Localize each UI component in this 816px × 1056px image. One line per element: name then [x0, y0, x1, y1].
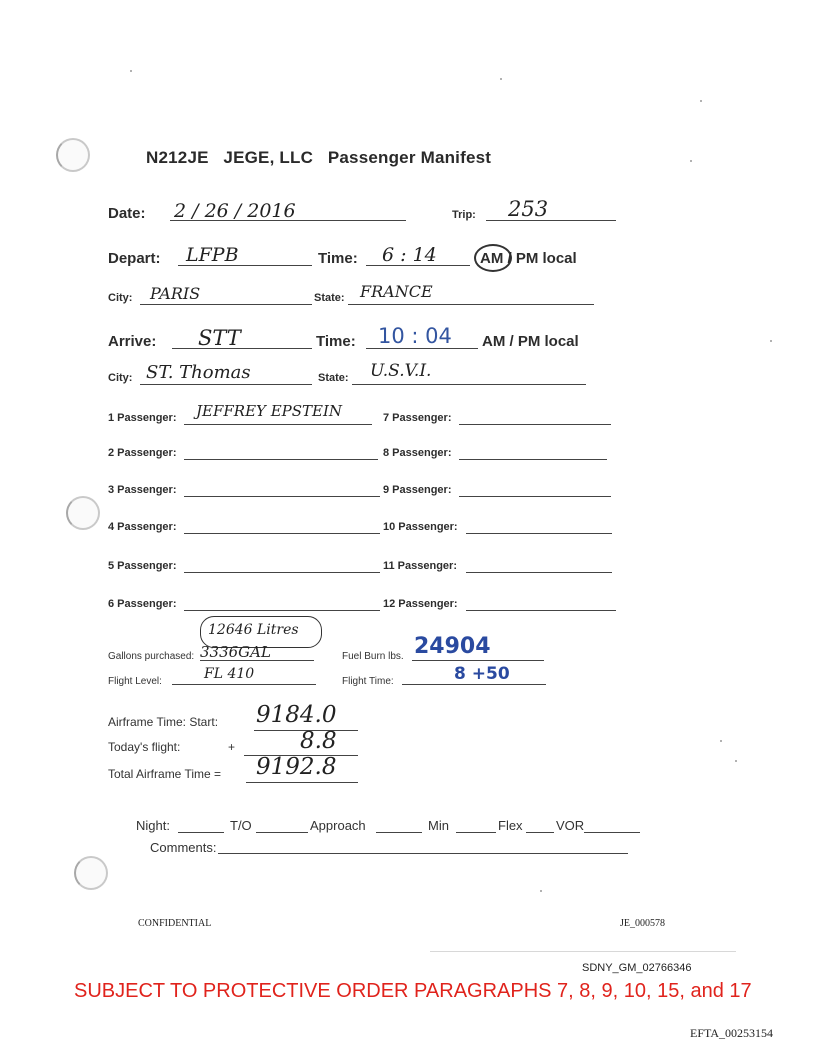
total-label: Total Airframe Time = — [108, 767, 222, 781]
scan-speck — [770, 340, 772, 342]
passenger-9-line — [459, 496, 611, 497]
arrive-state-value: U.S.V.I. — [370, 361, 432, 381]
scan-speck — [690, 160, 692, 162]
min-label: Min — [428, 818, 449, 833]
flight-time-line — [402, 684, 546, 685]
airframe-start-value: 9184.0 — [256, 702, 337, 728]
liters-note: 12646 Litres — [208, 622, 299, 638]
efta-number: EFTA_00253154 — [690, 1026, 774, 1040]
passenger-3-label: 3 Passenger: — [108, 484, 177, 496]
arrive-line — [172, 348, 312, 349]
date-label: Date: — [108, 205, 146, 222]
passenger-10-line — [466, 533, 612, 534]
vor-label: VOR — [556, 818, 585, 833]
total-line — [246, 782, 358, 783]
passenger-1-line — [184, 424, 372, 425]
manifest-header — [146, 148, 491, 168]
night-line — [178, 832, 224, 833]
passenger-2-label: 2 Passenger: — [108, 447, 177, 459]
arrive-value: STT — [198, 326, 241, 350]
comments-label: Comments: — [150, 840, 217, 855]
level-value: FL 410 — [204, 666, 255, 682]
arrive-time-label: Time: — [316, 333, 356, 350]
scan-speck — [500, 78, 502, 80]
today-value: 8.8 — [300, 728, 337, 754]
bates-je: JE_000578 — [620, 918, 665, 929]
comments-line — [218, 853, 628, 854]
passenger-6-label: 6 Passenger: — [108, 598, 177, 610]
depart-city-value: PARIS — [150, 284, 201, 303]
passenger-2-line — [184, 459, 378, 460]
passenger-8-label: 8 Passenger: — [383, 447, 452, 459]
level-line — [172, 684, 316, 685]
flight-time-value: 8 +50 — [454, 664, 510, 684]
approach-line — [376, 832, 422, 833]
punch-hole-bottom — [74, 856, 108, 890]
min-line — [456, 832, 496, 833]
passenger-5-line — [184, 572, 380, 573]
arrive-state-line — [352, 384, 586, 385]
arrive-label: Arrive: — [108, 333, 157, 350]
vor-line — [584, 832, 640, 833]
passenger-9-label: 9 Passenger: — [383, 484, 452, 496]
passenger-11-line — [466, 572, 612, 573]
level-label: Flight Level: — [108, 676, 162, 687]
arrive-city-value: ST. Thomas — [146, 362, 251, 383]
depart-state-line — [348, 304, 594, 305]
flex-line — [526, 832, 554, 833]
arrive-time-line — [366, 348, 478, 349]
flex-label: Flex — [498, 818, 523, 833]
trip-value: 253 — [508, 197, 549, 221]
depart-state-label: State: — [314, 292, 345, 304]
punch-hole-top — [56, 138, 90, 172]
flight-time-label: Flight Time: — [342, 676, 394, 687]
protective-order-notice: SUBJECT TO PROTECTIVE ORDER PARAGRAPHS 7, 8, 9, 10, 15, and 17 — [74, 980, 752, 1002]
arrive-state-label: State: — [318, 372, 349, 384]
depart-value: LFPB — [186, 244, 239, 266]
depart-label: Depart: — [108, 250, 161, 267]
punch-hole-middle — [66, 496, 100, 530]
arrive-time-value: 10 : 04 — [378, 324, 452, 348]
depart-city-label: City: — [108, 292, 133, 304]
airframe-start-label: Airframe Time: Start: — [108, 715, 219, 729]
arrive-city-label: City: — [108, 372, 133, 384]
today-plus: + — [228, 740, 236, 754]
approach-label: Approach — [310, 818, 366, 833]
confidential-label: CONFIDENTIAL — [138, 918, 212, 929]
depart-city-line — [140, 304, 312, 305]
burn-value: 24904 — [414, 634, 491, 659]
passenger-1-label: 1 Passenger: — [108, 412, 177, 424]
gallons-label: Gallons purchased: — [108, 651, 195, 662]
arrive-city-line — [140, 384, 312, 385]
passenger-4-label: 4 Passenger: — [108, 521, 177, 533]
arrive-ampm: AM / PM local — [482, 333, 579, 350]
depart-time-value: 6 : 14 — [382, 244, 437, 266]
to-label: T/O — [230, 818, 252, 833]
page-edge-line — [430, 951, 736, 952]
total-value: 9192.8 — [256, 754, 337, 780]
scan-speck — [700, 100, 702, 102]
passenger-6-line — [184, 610, 380, 611]
passenger-8-line — [459, 459, 607, 460]
company-name: JEGE, LLC — [223, 148, 314, 167]
burn-label: Fuel Burn lbs. — [342, 651, 404, 662]
gallons-value: 3336GAL — [200, 643, 271, 661]
scan-speck — [735, 760, 737, 762]
tail-number: N212JE — [146, 148, 209, 167]
passenger-11-label: 11 Passenger: — [383, 560, 457, 572]
passenger-12-line — [466, 610, 616, 611]
date-value: 2 / 26 / 2016 — [174, 200, 296, 222]
passenger-5-label: 5 Passenger: — [108, 560, 177, 572]
passenger-4-line — [184, 533, 380, 534]
trip-label: Trip: — [452, 209, 476, 221]
passenger-3-line — [184, 496, 380, 497]
depart-time-label: Time: — [318, 250, 358, 267]
scan-speck — [540, 890, 542, 892]
passenger-12-label: 12 Passenger: — [383, 598, 458, 610]
today-label: Today's flight: — [108, 740, 181, 754]
passenger-7-label: 7 Passenger: — [383, 412, 452, 424]
burn-line — [412, 660, 544, 661]
night-label: Night: — [136, 818, 170, 833]
bates-sdny: SDNY_GM_02766346 — [582, 962, 692, 974]
scan-speck — [130, 70, 132, 72]
trip-line — [486, 220, 616, 221]
depart-ampm: AM / PM local — [480, 250, 577, 267]
passenger-1-value: JEFFREY EPSTEIN — [196, 402, 343, 420]
depart-state-value: FRANCE — [360, 282, 433, 301]
form-title: Passenger Manifest — [327, 148, 492, 167]
scan-speck — [720, 740, 722, 742]
passenger-7-line — [459, 424, 611, 425]
passenger-10-label: 10 Passenger: — [383, 521, 458, 533]
to-line — [256, 832, 308, 833]
